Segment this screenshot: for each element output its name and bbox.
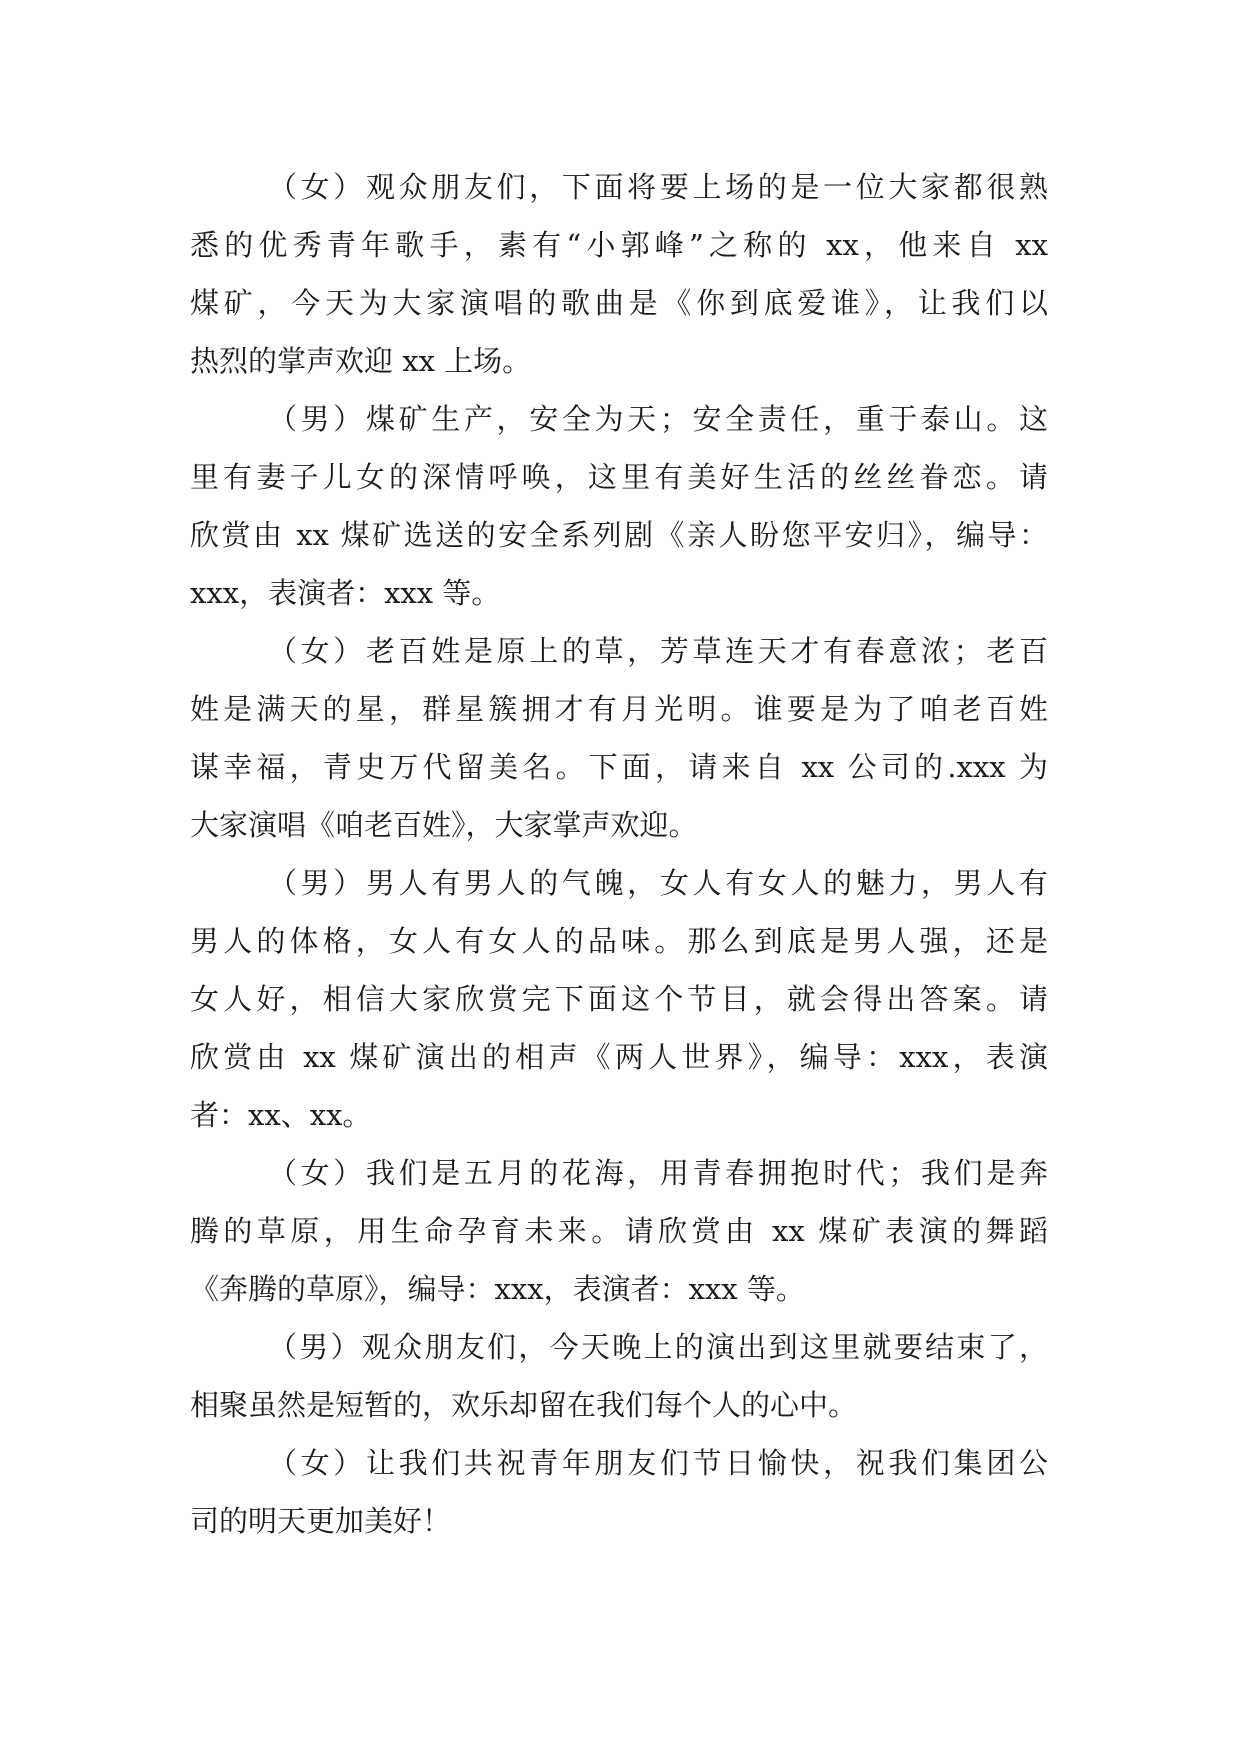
text-line: 欣赏由 xx 煤矿选送的安全系列剧《亲人盼您平安归》，编导： [190,518,1048,552]
text-line: 男人的体格，女人有女人的品味。那么到底是男人强，还是 [190,924,1048,958]
text-line: （女）让我们共祝青年朋友们节日愉快，祝我们集团公 [268,1446,1048,1480]
text-line: （女）老百姓是原上的草，芳草连天才有春意浓；老百 [268,634,1048,668]
text-line: 司的明天更加美好！ [190,1504,452,1538]
text-line: xxx，表演者：xxx 等。 [190,576,501,610]
text-line: 者：xx、xx。 [190,1098,372,1132]
text-line: 腾的草原，用生命孕育未来。请欣赏由 xx 煤矿表演的舞蹈 [190,1214,1048,1248]
paragraph-female-intro-singer [190,158,1048,390]
text-line: 煤矿，今天为大家演唱的歌曲是《你到底爱谁》，让我们以 [190,286,1048,320]
text-line: （男）煤矿生产，安全为天；安全责任，重于泰山。这 [268,402,1048,436]
text-line: 欣赏由 xx 煤矿演出的相声《两人世界》，编导：xxx，表演 [190,1040,1048,1074]
document-body [190,158,1048,1550]
text-line: 里有妻子儿女的深情呼唤，这里有美好生活的丝丝眷恋。请 [190,460,1048,494]
text-line: （女）我们是五月的花海，用青春拥抱时代；我们是奔 [268,1156,1048,1190]
paragraph-female-common-people [190,622,1048,854]
text-line: （男）男人有男人的气魄，女人有女人的魅力，男人有 [268,866,1048,900]
paragraph-female-blessing [190,1434,1048,1550]
paragraph-male-closing [190,1318,1048,1434]
text-line: 姓是满天的星，群星簇拥才有月光明。谁要是为了咱老百姓 [190,692,1048,726]
text-line: 谋幸福，青史万代留美名。下面，请来自 xx 公司的.xxx 为 [190,750,1048,784]
text-line: 悉的优秀青年歌手，素有“小郭峰”之称的 xx，他来自 xx [190,228,1048,262]
paragraph-female-dance [190,1144,1048,1318]
text-line: 大家演唱《咱老百姓》，大家掌声欢迎。 [190,808,698,842]
text-line: 热烈的掌声欢迎 xx 上场。 [190,344,532,378]
paragraph-male-safety-drama [190,390,1048,622]
text-line: 《奔腾的草原》，编导：xxx，表演者：xxx 等。 [190,1272,805,1306]
text-line: 女人好，相信大家欣赏完下面这个节目，就会得出答案。请 [190,982,1048,1016]
text-line: （男）观众朋友们，今天晚上的演出到这里就要结束了， [268,1330,1048,1364]
paragraph-male-crosstalk [190,854,1048,1144]
text-line: （女）观众朋友们，下面将要上场的是一位大家都很熟 [268,170,1048,204]
text-line: 相聚虽然是短暂的，欢乐却留在我们每个人的心中。 [190,1388,858,1422]
